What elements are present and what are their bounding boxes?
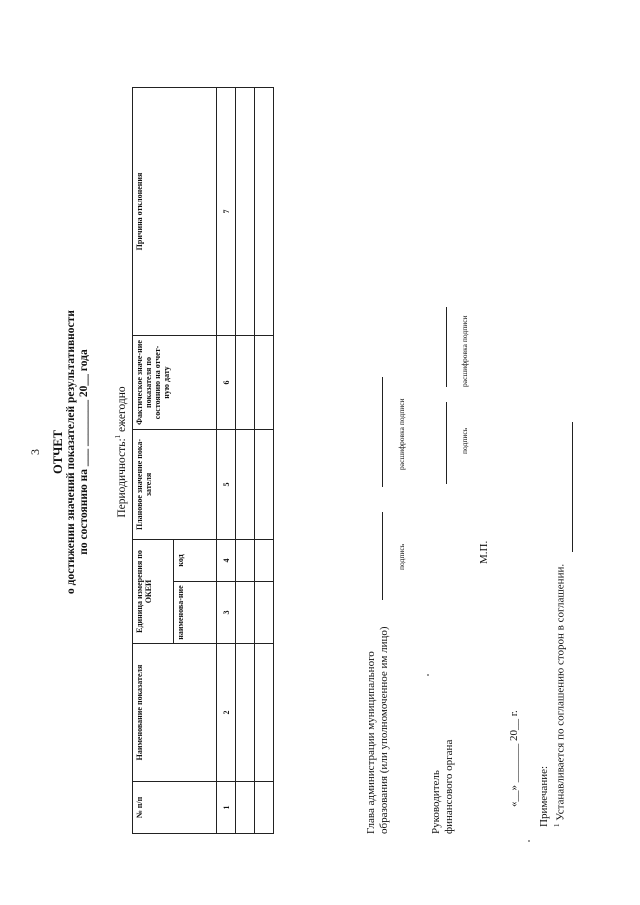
head-decoding-caption: расшифровка подписи xyxy=(397,398,406,470)
indicators-table xyxy=(132,87,274,834)
periodicity xyxy=(114,22,128,882)
finance-decoding-caption: расшифровка подписи xyxy=(460,315,469,387)
header-unit-name: наименова-ние xyxy=(174,582,217,644)
periodicity-value: ежегодно xyxy=(115,386,128,432)
head-signature-caption: подпись xyxy=(397,543,406,570)
scan-dot xyxy=(528,840,530,842)
header-unit: Единица измерения по ОКЕИ xyxy=(133,540,174,644)
col-number: 2 xyxy=(217,644,236,782)
periodicity-footnote-mark: 1 xyxy=(114,434,122,439)
head-of-administration-label: Глава администрации муниципального образования (или уполномоченное им лицо) xyxy=(365,626,390,834)
head-signature-line xyxy=(382,512,383,600)
finance-signature-caption: подпись xyxy=(460,427,469,454)
header-unit-code: код xyxy=(174,540,217,582)
note xyxy=(538,227,568,827)
table-row xyxy=(236,88,255,834)
report-title xyxy=(52,22,91,882)
head-decoding-line xyxy=(382,377,383,487)
header-num: № п/п xyxy=(133,782,217,834)
table-row xyxy=(255,88,274,834)
finance-signature-line xyxy=(446,402,447,484)
title-line-3: по состоянию на ___ ________ 20__ года xyxy=(78,349,90,555)
col-number: 7 xyxy=(217,88,236,336)
stamp-place: М.П. xyxy=(478,540,490,564)
title-line-1: ОТЧЕТ xyxy=(51,430,65,474)
header-indicator-name: Наименование показателя xyxy=(133,644,217,782)
finance-decoding-line xyxy=(446,307,447,387)
page-number: 3 xyxy=(28,449,42,455)
scan-dot xyxy=(427,674,429,676)
title-line-2: о достижении значений показателей результативности xyxy=(65,310,77,594)
col-number: 4 xyxy=(217,540,236,582)
col-number: 6 xyxy=(217,336,236,430)
col-number: 1 xyxy=(217,782,236,834)
header-reason: Причина отклонения xyxy=(133,88,217,336)
signature-date: «__» _______ 20__ г. xyxy=(508,710,520,807)
report-sheet xyxy=(20,22,620,882)
header-actual: Фактическое значе-ние показателя по состоянию на отчет-ную дату xyxy=(133,336,217,430)
column-number-row xyxy=(217,88,236,834)
note-text: Устанавливается по соглашению сторон в соглашении. xyxy=(554,563,567,821)
col-number: 5 xyxy=(217,430,236,540)
header-planned: Плановое значение пока-зателя xyxy=(133,430,217,540)
periodicity-label: Периодичность: xyxy=(115,438,128,518)
note-heading: Примечание: xyxy=(538,765,550,827)
note-underline xyxy=(572,422,573,552)
note-footnote-mark: 1 xyxy=(553,823,561,827)
col-number: 3 xyxy=(217,582,236,644)
finance-head-label: Руководитель финансового органа xyxy=(430,739,455,834)
